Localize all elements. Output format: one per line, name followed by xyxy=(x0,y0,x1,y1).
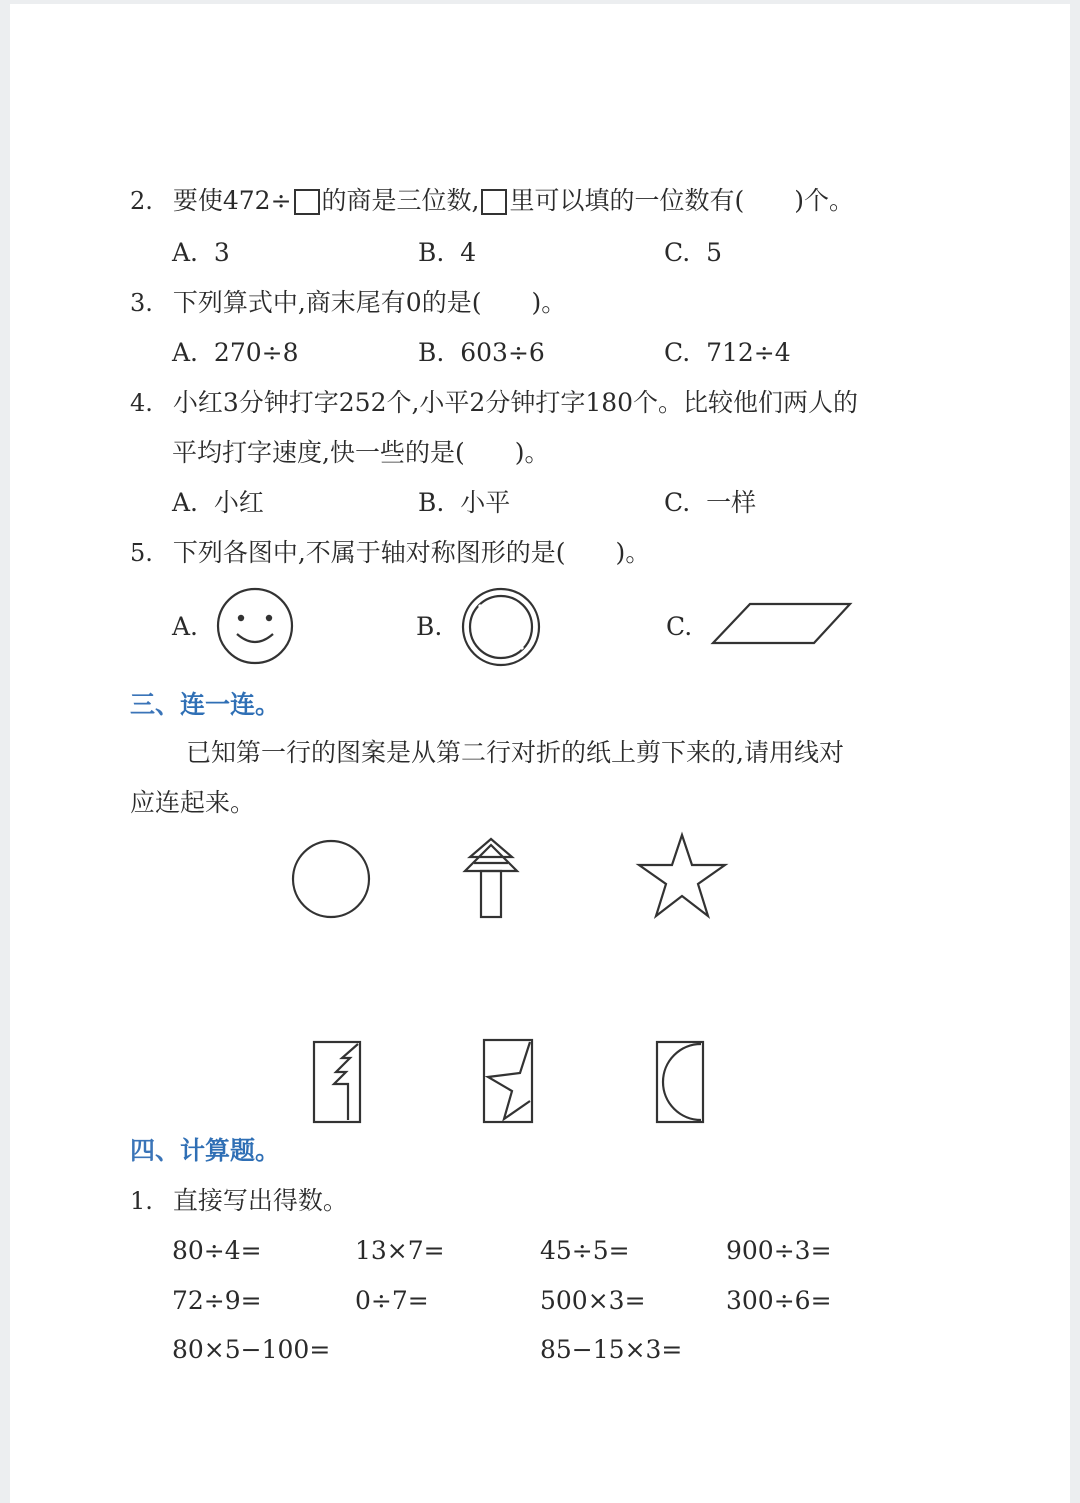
question-number: 4. xyxy=(130,389,153,417)
no-sign-icon xyxy=(460,586,542,668)
option-b xyxy=(418,488,510,518)
question-5-stem xyxy=(130,538,650,568)
option-label: C. xyxy=(664,238,691,267)
option-a xyxy=(172,238,230,268)
calc-item: 900÷3= xyxy=(726,1236,832,1265)
calc-item: 0÷7= xyxy=(355,1286,429,1315)
option-value: 270÷8 xyxy=(213,338,299,367)
option-label: A. xyxy=(172,238,199,267)
question-number: 2. xyxy=(130,187,153,215)
question-3-stem xyxy=(130,288,566,318)
option-value: 小平 xyxy=(460,488,511,517)
circle-shape-icon xyxy=(290,838,372,920)
option-b-label: B. xyxy=(416,612,443,641)
option-value: 4 xyxy=(460,238,477,267)
option-c xyxy=(664,338,791,368)
star-shape-icon xyxy=(636,832,728,922)
option-label: A. xyxy=(172,338,199,367)
calc-item: 500×3= xyxy=(540,1286,646,1315)
folded-paper-semicircle-icon xyxy=(655,1040,707,1126)
calc-item: 80÷4= xyxy=(172,1236,262,1265)
section-3-heading xyxy=(130,690,280,720)
option-a xyxy=(172,338,299,368)
question-number: 3. xyxy=(130,289,153,317)
blank-box xyxy=(481,189,507,215)
section-title: 计算题。 xyxy=(180,1136,281,1165)
option-label: B. xyxy=(418,338,445,367)
option-value: 3 xyxy=(213,238,230,267)
question-text: 直接写出得数。 xyxy=(172,1186,348,1215)
section-prefix: 三、 xyxy=(130,690,181,719)
option-value: 603÷6 xyxy=(460,338,545,367)
calc-item: 85−15×3= xyxy=(540,1335,683,1364)
parallelogram-icon xyxy=(710,602,852,646)
blank-box xyxy=(294,189,320,215)
question-text: 里可以填的一位数有( )个。 xyxy=(509,186,854,215)
option-b xyxy=(418,238,476,268)
option-c xyxy=(664,238,722,268)
option-b xyxy=(418,338,545,368)
section-3-instruction-line2: 应连起来。 xyxy=(130,788,256,817)
question-4-stem xyxy=(130,388,858,418)
worksheet-page xyxy=(10,4,1070,1503)
calc-item: 45÷5= xyxy=(540,1236,630,1265)
calc-item: 300÷6= xyxy=(726,1286,832,1315)
calc-item: 13×7= xyxy=(355,1236,445,1265)
question-number: 5. xyxy=(130,539,153,567)
option-c xyxy=(664,488,756,518)
section-4-heading xyxy=(130,1136,280,1166)
option-value: 712÷4 xyxy=(706,338,791,367)
option-c-label: C. xyxy=(666,612,693,641)
question-text: 下列各图中,不属于轴对称图形的是( )。 xyxy=(172,538,651,567)
option-label: C. xyxy=(664,488,691,517)
section-3-instruction-line1: 已知第一行的图案是从第二行对折的纸上剪下来的,请用线对 xyxy=(186,738,844,767)
question-text: 小红3分钟打字252个,小平2分钟打字180个。比较他们两人的 xyxy=(172,388,859,417)
arrow-tree-shape-icon xyxy=(462,837,520,921)
question-4-line2: 平均打字速度,快一些的是( )。 xyxy=(172,438,550,467)
question-text: 的商是三位数, xyxy=(321,186,480,215)
option-label: B. xyxy=(418,488,445,517)
folded-paper-tree-icon xyxy=(312,1040,364,1126)
calc-item: 72÷9= xyxy=(172,1286,262,1315)
option-value: 小红 xyxy=(213,488,264,517)
option-value: 5 xyxy=(706,238,722,267)
section-4-sub-heading xyxy=(130,1186,348,1216)
question-2-stem xyxy=(130,186,854,216)
option-a xyxy=(172,488,264,518)
option-value: 一样 xyxy=(706,488,757,517)
smiley-face-icon xyxy=(215,586,295,666)
question-number: 1. xyxy=(130,1187,153,1215)
folded-paper-star-icon xyxy=(482,1037,536,1125)
question-text: 下列算式中,商末尾有0的是( )。 xyxy=(172,288,567,317)
section-prefix: 四、 xyxy=(130,1136,181,1165)
option-label: A. xyxy=(172,488,199,517)
question-text: 要使472÷ xyxy=(172,186,292,215)
section-title: 连一连。 xyxy=(180,690,281,719)
option-label: C. xyxy=(664,338,691,367)
option-a-label: A. xyxy=(172,612,199,641)
calc-item: 80×5−100= xyxy=(172,1335,331,1364)
option-label: B. xyxy=(418,238,445,267)
